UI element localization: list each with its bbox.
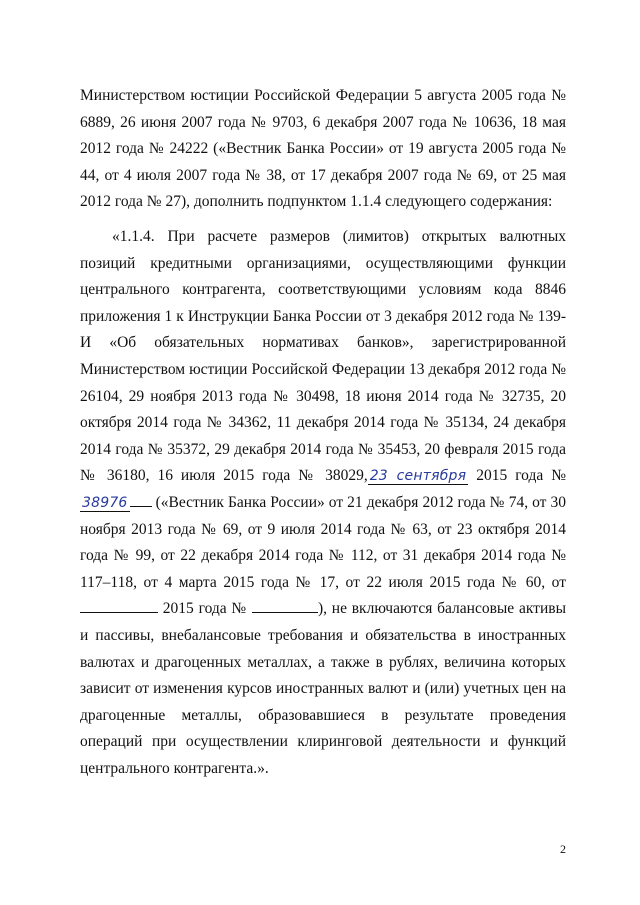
paragraph-text-part-4: 2015 года № xyxy=(162,600,248,618)
paragraph-text-part-3: («Вестник Банка России» от 21 декабря 2012 года № 74, от 30 ноября 2013 года № 69, от 9 июля 2014 года № 63, от 23 октября 2014 года № 99, от 22 декабря 2014 года № 112, от 31 декабря 2014 года № 117–118, от 4 марта 2015 года № 17, от 22 июля 2015 года № 60, от xyxy=(80,493,567,591)
paragraph-amendment-intro: Министерством юстиции Российской Федерации 5 августа 2005 года № 6889, 26 июня 2007 года № 9703, 6 декабря 2007 года № 10636, 18 мая 2012 года № 24222 («Вестник Банка России» от 19 августа 2005 года № 44, от 4 июля 2007 года № 38, от 17 декабря 2007 года № 69, от 25 мая 2012 года № 27), дополнить подпунктом 1.1.4 следующего содержания: xyxy=(80,87,566,211)
paragraph-text-part-1: «1.1.4. При расчете размеров (лимитов) открытых валютных позиций кредитными организациями, осуществляющими функции центрального контрагента, соответствующими условиям кода 8846 приложения 1 к Инструкции Банка России от 3 декабря 2012 года № 139-И «Об обязательных нормативах банков», зарегистрированной Министерством юстиции Российской Федерации 13 декабря 2012 года № 26104, 29 ноября 2013 года № 30498, 18 июня 2014 года № 32735, 20 октября 2014 года № 34362, 11 декабря 2014 года № 35134, 24 декабря 2014 года № 35372, 29 декабря 2014 года № 35453, 20 февраля 2015 года № 36180, 16 июля 2015 года № 38029, xyxy=(80,228,566,485)
page-number: 2 xyxy=(560,842,566,856)
paragraph-subclause-1-1-4 xyxy=(80,224,566,782)
blank-date-line xyxy=(80,598,158,613)
handwritten-registration-number: 38976 xyxy=(82,494,128,511)
paragraph-text-part-2: 2015 года № xyxy=(476,467,566,485)
blank-line xyxy=(130,492,152,507)
paragraph-text-part-5: ), не включаются балансовые активы и пассивы, внебалансовые требования и обязательства в иностранных валютах и драгоценных металлах, а также в рублях, величина которых зависит от изменения курсов иностранных валют и (или) учетных цен на драгоценные металлы, образовавшиеся в результате проведения операций при осуществлении клиринговой деятельности и функций центрального контрагента.». xyxy=(80,600,566,777)
handwritten-date: 23 сентября xyxy=(369,468,467,485)
blank-number-line xyxy=(252,598,318,613)
